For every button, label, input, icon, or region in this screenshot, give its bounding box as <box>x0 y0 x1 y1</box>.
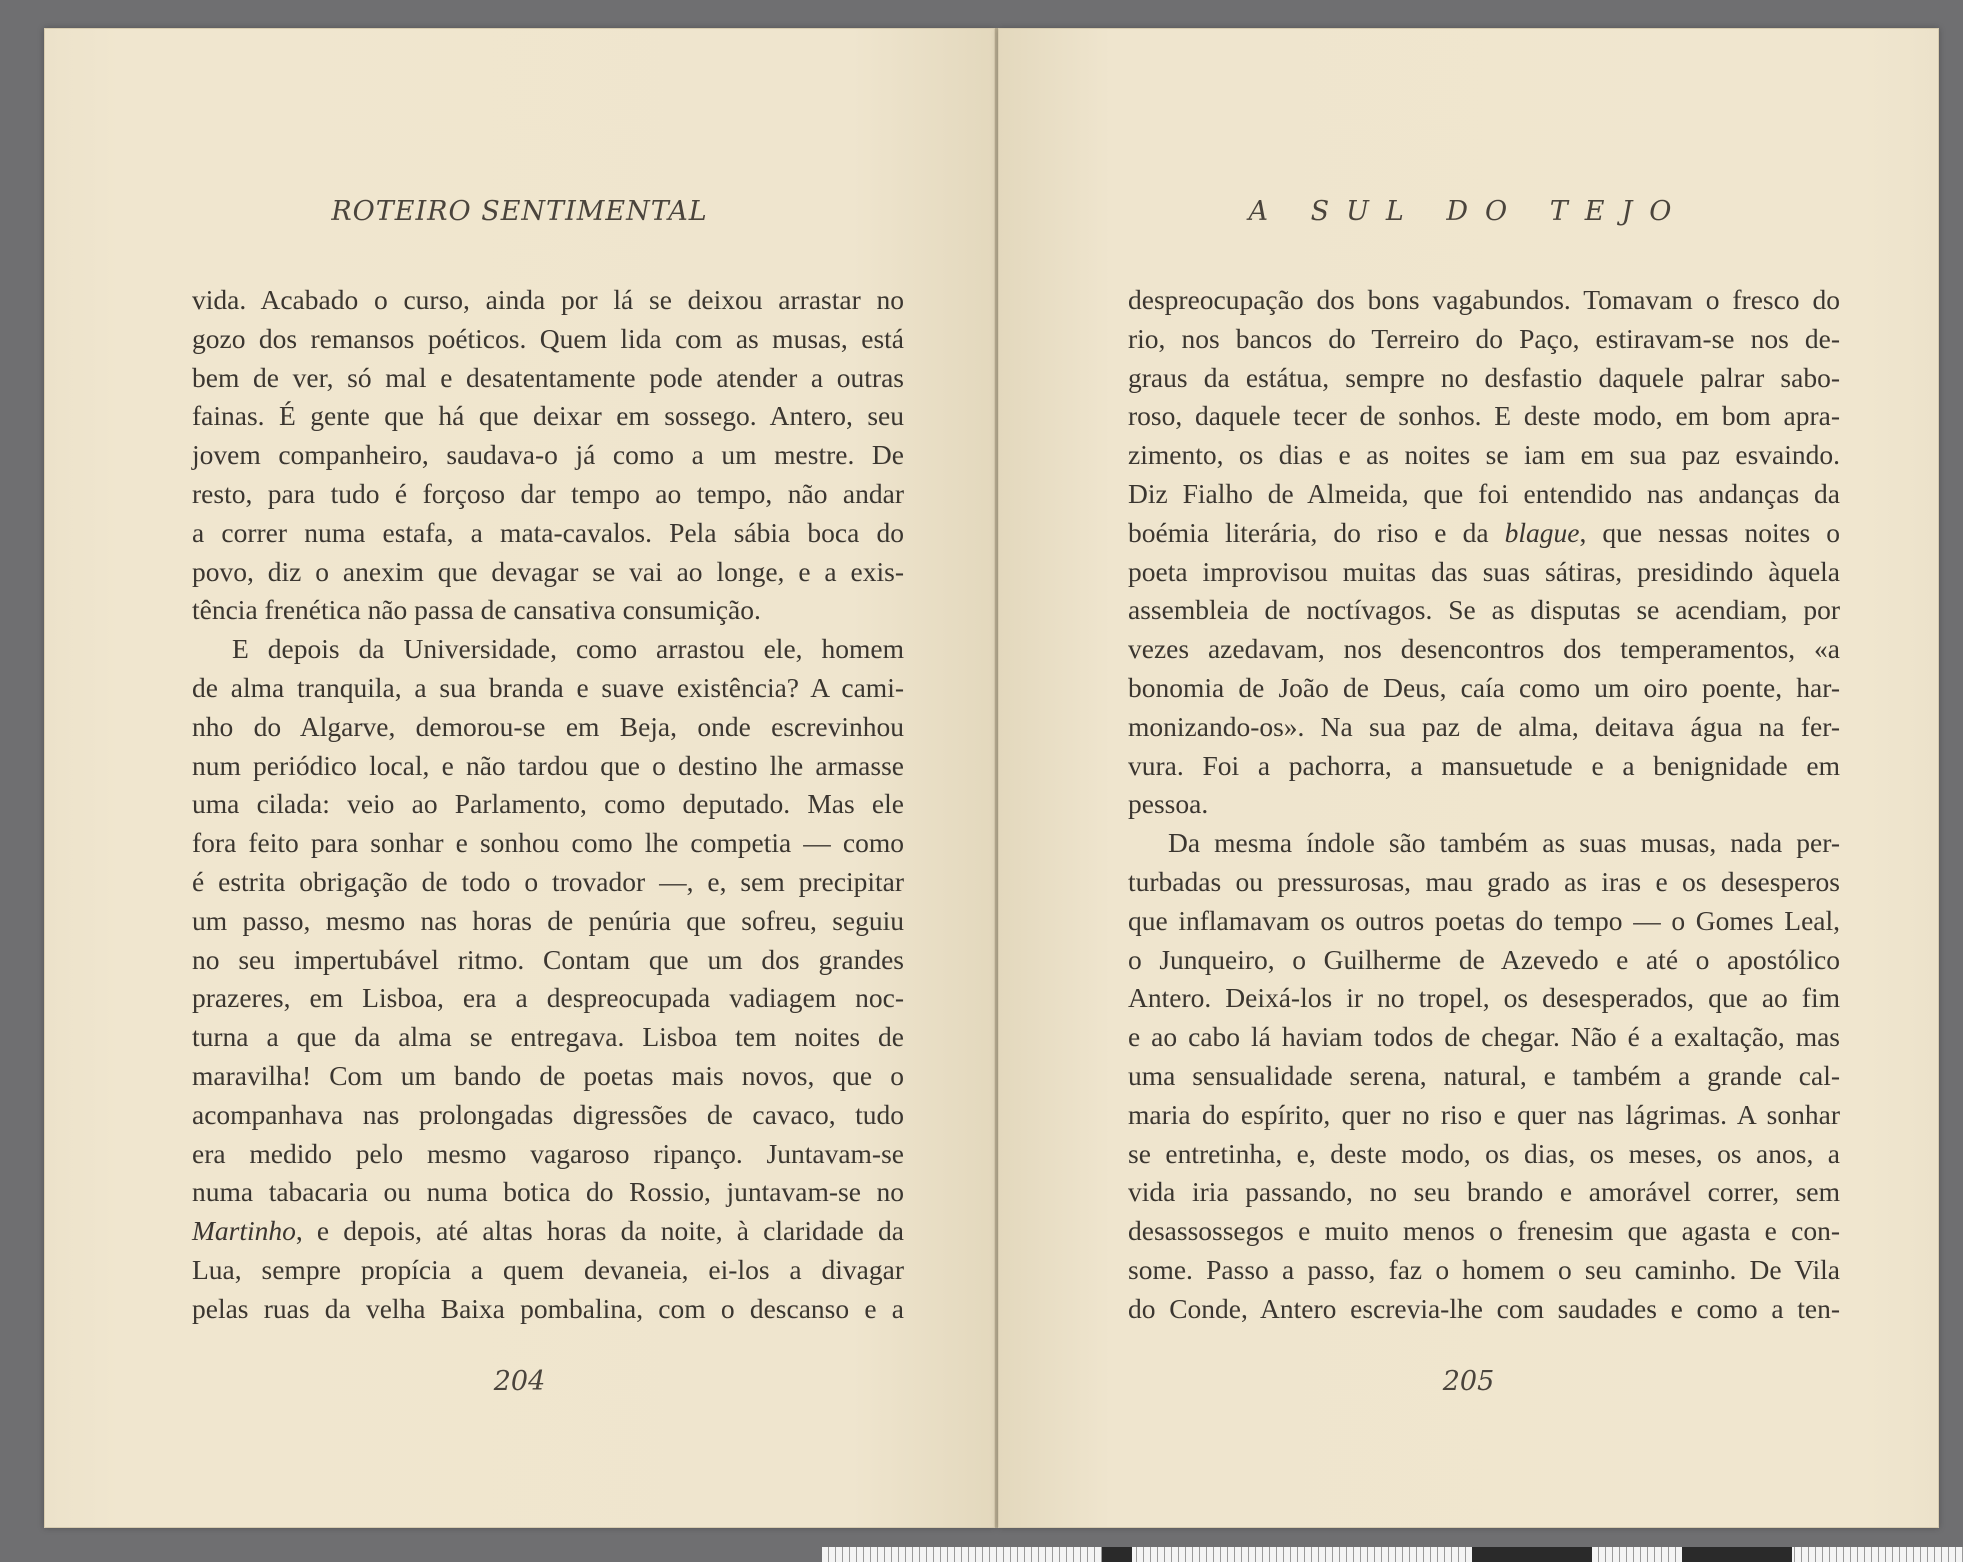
text-line: rio, nos bancos do Terreiro do Paço, estiravam-se nos de- <box>1128 322 1840 354</box>
text-line: tência frenética não passa de cansativa consumição. <box>192 594 761 626</box>
left-page <box>44 28 995 1528</box>
text-line: maravilha! Com um bando de poetas mais novos, que o <box>192 1059 904 1091</box>
text-line: zimento, os dias e as noites se iam em sua paz esvaindo. <box>1128 439 1840 471</box>
text-line: nho do Algarve, demorou-se em Beja, onde escrevinhou <box>192 710 904 742</box>
text-line: monizando-os». Na sua paz de alma, deitava água na fer- <box>1128 710 1840 742</box>
running-head-left: ROTEIRO SENTIMENTAL <box>331 196 708 227</box>
text-line: vezes azedavam, nos desencontros dos temperamentos, «a <box>1128 633 1840 665</box>
text-line: Antero. Deixá-los ir no tropel, os desesperados, que ao fim <box>1128 982 1840 1014</box>
text-line: E depois da Universidade, como arrastou ele, homem <box>232 633 904 665</box>
text-line: no seu impertubável ritmo. Contam que um dos grandes <box>192 943 904 975</box>
text-line: bem de ver, só mal e desatentamente pode atender a outras <box>192 361 904 393</box>
book-spread <box>44 28 1940 1528</box>
page-number-right: 205 <box>1442 1366 1495 1397</box>
text-line: é estrita obrigação de todo o trovador —, e, sem precipitar <box>192 865 904 897</box>
text-line: num periódico local, e não tardou que o destino lhe armasse <box>192 749 904 781</box>
text-line: graus da estátua, sempre no desfastio daquele palrar sabo- <box>1128 361 1840 393</box>
text-line: Lua, sempre propícia a quem devaneia, ei-los a divagar <box>192 1253 904 1285</box>
text-line: e ao cabo lá haviam todos de chegar. Não é a exaltação, mas <box>1128 1021 1840 1053</box>
text-line: uma sensualidade serena, natural, e também a grande cal- <box>1128 1059 1840 1091</box>
text-line: povo, diz o anexim que devagar se vai ao longe, e a exis- <box>192 555 904 587</box>
right-page-text <box>1128 281 1840 1329</box>
text-line: gozo dos remansos poéticos. Quem lida com as musas, está <box>192 322 904 354</box>
text-line: um passo, mesmo nas horas de penúria que sofreu, seguiu <box>192 904 904 936</box>
text-line: do Conde, Antero escrevia-lhe com saudades e como a ten- <box>1128 1292 1840 1324</box>
ruler-mark <box>1682 1547 1792 1562</box>
text-line-start: boémia literária, do riso e da <box>1128 516 1505 548</box>
text-line-blague <box>1128 514 1840 553</box>
text-line: a correr numa estafa, a mata-cavalos. Pela sábia boca do <box>192 516 904 548</box>
text-line: pelas ruas da velha Baixa pombalina, com o descanso e a <box>192 1292 904 1324</box>
ruler-mark <box>1102 1547 1132 1562</box>
page-number-left: 204 <box>493 1366 546 1397</box>
text-line: desassossegos e muito menos o frenesim que agasta e con- <box>1128 1215 1840 1247</box>
text-line: assembleia de noctívagos. Se as disputas se acendiam, por <box>1128 594 1840 626</box>
text-line: vida iria passando, no seu brando e amorável correr, sem <box>1128 1176 1840 1208</box>
text-line: vura. Foi a pachorra, a mansuetude e a benignidade em <box>1128 749 1840 781</box>
text-line-rest: , e depois, até altas horas da noite, à claridade da <box>295 1215 904 1247</box>
text-line: resto, para tudo é forçoso dar tempo ao tempo, não andar <box>192 477 904 509</box>
left-page-text <box>192 281 904 1329</box>
italic-blague: blague <box>1504 516 1580 548</box>
text-line: uma cilada: veio ao Parlamento, como deputado. Mas ele <box>192 788 904 820</box>
text-line-martinho <box>192 1212 904 1251</box>
text-line: bonomia de João de Deus, caía como um oiro poente, har- <box>1128 671 1840 703</box>
text-line: numa tabacaria ou numa botica do Rossio, juntavam-se no <box>192 1176 904 1208</box>
text-line: fainas. É gente que há que deixar em sossego. Antero, seu <box>192 400 904 432</box>
ruler-mark <box>1472 1547 1592 1562</box>
text-line: de alma tranquila, a sua branda e suave existência? A cami- <box>192 671 904 703</box>
text-line: roso, daquele tecer de sonhos. E deste modo, em bom apra- <box>1128 400 1840 432</box>
text-line: prazeres, em Lisboa, era a despreocupada vadiagem noc- <box>192 982 904 1014</box>
text-line: que inflamavam os outros poetas do tempo — o Gomes Leal, <box>1128 904 1840 936</box>
text-line: Da mesma índole são também as suas musas, nada per- <box>1168 827 1840 859</box>
text-line: despreocupação dos bons vagabundos. Tomavam o fresco do <box>1128 284 1840 315</box>
text-line: jovem companheiro, saudava-o já como a um mestre. De <box>192 439 904 471</box>
text-line: acompanhava nas prolongadas digressões de cavaco, tudo <box>192 1098 904 1130</box>
text-line: poeta improvisou muitas das suas sátiras, presidindo àquela <box>1128 555 1840 587</box>
text-line: era medido pelo mesmo vagaroso ripanço. Juntavam-se <box>192 1137 904 1169</box>
text-line: o Junqueiro, o Guilherme de Azevedo e até o apostólico <box>1128 943 1840 975</box>
right-page <box>998 28 1939 1528</box>
running-head-right: A SUL DO TEJO <box>1248 196 1689 227</box>
text-line: se entretinha, e, deste modo, os dias, os meses, os anos, a <box>1128 1137 1840 1169</box>
text-line: maria do espírito, quer no riso e quer nas lágrimas. A sonhar <box>1128 1098 1840 1130</box>
italic-martinho: Martinho <box>192 1215 296 1247</box>
text-line: vida. Acabado o curso, ainda por lá se deixou arrastar no <box>192 284 904 315</box>
text-line: Diz Fialho de Almeida, que foi entendido nas andanças da <box>1128 477 1840 509</box>
scale-ruler <box>822 1547 1963 1562</box>
text-line: pessoa. <box>1128 788 1209 820</box>
text-line: turna a que da alma se entregava. Lisboa tem noites de <box>192 1021 904 1053</box>
text-line-end: , que nessas noites o <box>1579 516 1840 548</box>
text-line: turbadas ou pressurosas, mau grado as iras e os desesperos <box>1128 865 1840 897</box>
text-line: fora feito para sonhar e sonhou como lhe competia — como <box>192 827 904 859</box>
text-line: some. Passo a passo, faz o homem o seu caminho. De Vila <box>1128 1253 1840 1285</box>
